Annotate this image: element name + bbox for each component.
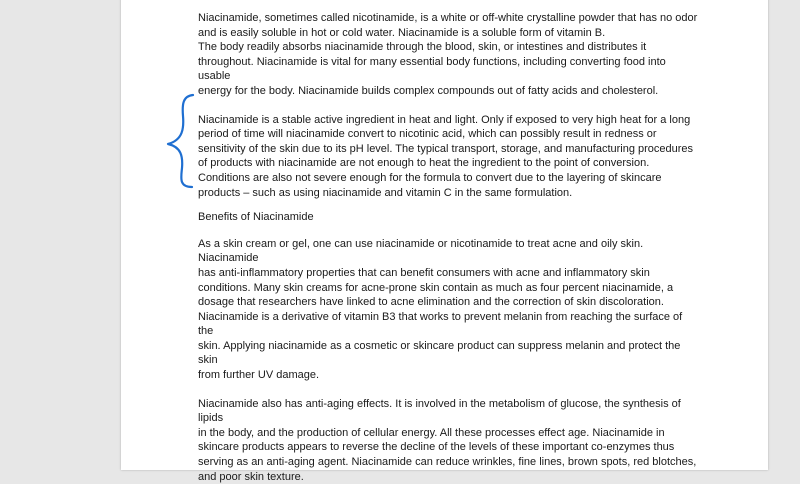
paragraph-skin-benefits: As a skin cream or gel, one can use niacinamide or nicotinamide to treat acne and oily skin. Niacinamide has anti-inflammatory properties that can benefit consumers with acne and inflammatory skin conditions. Many skin creams for acne-prone skin contain as much as four percent niacinamide, a dosage that researchers have linked to acne elimination and the correction of skin discoloration. Niacinamide is a derivative of vitamin B3 that works to prevent melanin from reaching the surface of the skin. Applying niacinamide as a cosmetic or skincare product can suppress melanin and protect the skin from further UV damage. <box>198 237 683 382</box>
paragraph-anti-aging: Niacinamide also has anti-aging effects. It is involved in the metabolism of glucose, the synthesis of lipids in the body, and the production of cellular energy. All these processes effect age. Niacinamide in skincare products appears to reverse the decline of the levels of these important co-enzymes thus serving as an anti-aging agent. Niacinamide can reduce wrinkles, fine lines, brown spots, red blotches, and poor skin texture. <box>198 397 697 483</box>
paragraph-intro: Niacinamide, sometimes called nicotinamide, is a white or off-white crystalline powder that has no odor and is easily soluble in hot or cold water. Niacinamide is a soluble form of vitamin B. The body readily absorbs niacinamide through the blood, skin, or intestines and distributes it throughout. Niacinamide is vital for many essential body functions, including converting food into usable energy for the body. Niacinamide builds complex compounds out of fatty acids and cholesterol. <box>198 12 698 97</box>
section-heading: Benefits of Niacinamide <box>198 211 314 224</box>
paragraph-stability: Niacinamide is a stable active ingredient in heat and light. Only if exposed to very high heat for a long period of time will niacinamide convert to nicotinic acid, which can possibly result in redness or sensitivity of the skin due to its pH level. The typical transport, storage, and manufacturing procedures of products with niacinamide are not enough to heat the ingredient to the point of conversion. Conditions are also not severe enough for the formula to convert due to the layering of skincare products – such as using niacinamide and vitamin C in the same formulation. <box>198 113 694 199</box>
document-body <box>198 11 698 484</box>
curly-brace-icon <box>161 92 201 192</box>
